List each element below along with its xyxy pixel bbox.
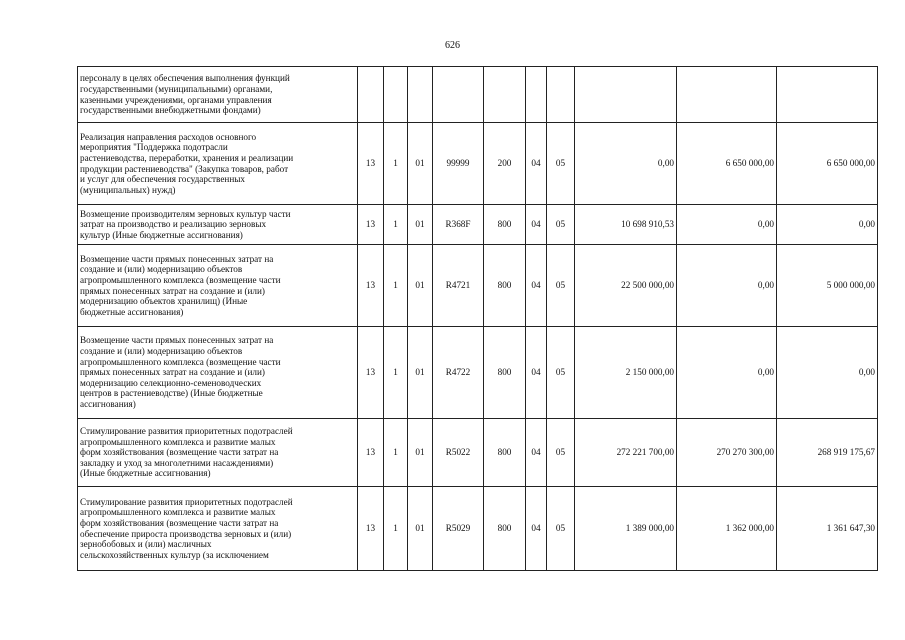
table-row: [78, 245, 878, 327]
description-line: государственными внебюджетными фондами): [80, 105, 261, 116]
description-line: модернизацию селекционно-семеноводческих: [80, 377, 262, 388]
cell-subsection-1: [384, 67, 408, 123]
cell-section-code: 04: [526, 205, 547, 245]
cell-amount-year-1: 272 221 700,00: [575, 419, 677, 487]
table-row: [78, 419, 878, 487]
description-line: Стимулирование развития приоритетных подотраслей: [80, 426, 293, 437]
cell-target-article: [433, 67, 484, 123]
row-description: [78, 123, 358, 205]
description-line: затрат на производство и реализацию зерновых: [80, 219, 267, 230]
cell-section: 13: [358, 245, 384, 327]
cell-expense-type: 800: [484, 327, 526, 419]
cell-expense-type: 200: [484, 123, 526, 205]
cell-target-article: R4721: [433, 245, 484, 327]
cell-amount-year-1: 2 150 000,00: [575, 327, 677, 419]
description-line: форм хозяйствования (возмещение части затрат на: [80, 447, 279, 458]
description-line: прямых понесенных затрат на создание и (или): [80, 367, 265, 378]
cell-amount-year-2: 0,00: [677, 245, 777, 327]
description-line: закладку и уход за многолетними насаждениями): [80, 457, 274, 468]
cell-subsection-2: 01: [408, 327, 433, 419]
description-line: форм хозяйствования (возмещение части затрат на: [80, 517, 279, 528]
cell-section: 13: [358, 123, 384, 205]
description-line: модернизацию объектов хранилищ) (Иные: [80, 296, 248, 307]
cell-subsection-1: 1: [384, 487, 408, 571]
cell-expense-type: 800: [484, 419, 526, 487]
cell-subsection-code: 05: [547, 327, 575, 419]
cell-section: 13: [358, 487, 384, 571]
description-line: создание и (или) модернизацию объектов: [80, 346, 243, 357]
cell-section-code: 04: [526, 487, 547, 571]
cell-amount-year-2: 270 270 300,00: [677, 419, 777, 487]
page-number: 626: [445, 40, 460, 51]
description-line: агропромышленного комплекса и развитие малых: [80, 436, 276, 447]
cell-subsection-code: 05: [547, 123, 575, 205]
cell-section-code: 04: [526, 419, 547, 487]
cell-section: 13: [358, 205, 384, 245]
cell-expense-type: 800: [484, 487, 526, 571]
cell-target-article: 99999: [433, 123, 484, 205]
table-row: [78, 67, 878, 123]
cell-expense-type: 800: [484, 205, 526, 245]
cell-subsection-1: 1: [384, 419, 408, 487]
description-line: агропромышленного комплекса (возмещение части: [80, 356, 281, 367]
description-line: создание и (или) модернизацию объектов: [80, 264, 243, 275]
table-row: [78, 123, 878, 205]
table-row: [78, 487, 878, 571]
description-line: (муниципальных) нужд): [80, 184, 176, 195]
cell-subsection-2: 01: [408, 205, 433, 245]
cell-amount-year-3: 0,00: [777, 205, 878, 245]
cell-subsection-code: 05: [547, 245, 575, 327]
row-description: [78, 67, 358, 123]
cell-amount-year-3: [777, 67, 878, 123]
description-line: Возмещение части прямых понесенных затрат на: [80, 335, 274, 346]
cell-amount-year-1: 10 698 910,53: [575, 205, 677, 245]
description-line: агропромышленного комплекса (возмещение части: [80, 274, 281, 285]
cell-section: 13: [358, 419, 384, 487]
description-line: государственными (муниципальными) органами,: [80, 83, 273, 94]
description-line: персоналу в целях обеспечения выполнения функций: [80, 73, 290, 84]
cell-amount-year-3: 1 361 647,30: [777, 487, 878, 571]
cell-amount-year-3: 5 000 000,00: [777, 245, 878, 327]
budget-table: [77, 66, 878, 571]
row-description: [78, 245, 358, 327]
description-line: казенными учреждениями, органами управления: [80, 94, 272, 105]
cell-section-code: 04: [526, 123, 547, 205]
cell-subsection-2: 01: [408, 123, 433, 205]
cell-subsection-1: 1: [384, 245, 408, 327]
cell-amount-year-1: [575, 67, 677, 123]
cell-section: 13: [358, 327, 384, 419]
description-line: обеспечение прироста производства зерновых и (или): [80, 528, 292, 539]
table-row: [78, 327, 878, 419]
cell-subsection-1: 1: [384, 327, 408, 419]
description-line: культур (Иные бюджетные ассигнования): [80, 229, 243, 240]
cell-target-article: R5022: [433, 419, 484, 487]
cell-amount-year-1: 1 389 000,00: [575, 487, 677, 571]
cell-subsection-code: 05: [547, 419, 575, 487]
cell-section-code: [526, 67, 547, 123]
description-line: сельскохозяйственных культур (за исключением: [80, 549, 269, 560]
description-line: продукции растениеводства" (Закупка товаров, работ: [80, 163, 289, 174]
cell-section-code: 04: [526, 327, 547, 419]
cell-amount-year-2: [677, 67, 777, 123]
cell-expense-type: 800: [484, 245, 526, 327]
cell-amount-year-2: 6 650 000,00: [677, 123, 777, 205]
description-line: Возмещение производителям зерновых культур части: [80, 208, 291, 219]
cell-subsection-1: 1: [384, 123, 408, 205]
description-line: зернобобовых и (или) масличных: [80, 539, 212, 550]
cell-amount-year-2: 0,00: [677, 327, 777, 419]
description-line: и услуг для обеспечения государственных: [80, 174, 245, 185]
cell-amount-year-1: 0,00: [575, 123, 677, 205]
cell-target-article: R368F: [433, 205, 484, 245]
cell-section-code: 04: [526, 245, 547, 327]
description-line: центров в растениеводстве) (Иные бюджетные: [80, 388, 263, 399]
description-line: агропромышленного комплекса и развитие малых: [80, 507, 276, 518]
description-line: бюджетные ассигнования): [80, 306, 184, 317]
cell-subsection-2: 01: [408, 487, 433, 571]
description-line: мероприятия "Поддержка подотрасли: [80, 142, 228, 153]
row-description: [78, 487, 358, 571]
cell-amount-year-2: 1 362 000,00: [677, 487, 777, 571]
row-description: [78, 419, 358, 487]
row-description: [78, 327, 358, 419]
description-line: ассигнования): [80, 398, 136, 409]
table-row: [78, 205, 878, 245]
description-line: (Иные бюджетные ассигнования): [80, 468, 211, 479]
description-line: Стимулирование развития приоритетных подотраслей: [80, 496, 293, 507]
cell-target-article: R4722: [433, 327, 484, 419]
cell-expense-type: [484, 67, 526, 123]
cell-subsection-code: 05: [547, 487, 575, 571]
cell-amount-year-3: 0,00: [777, 327, 878, 419]
cell-target-article: R5029: [433, 487, 484, 571]
cell-subsection-2: [408, 67, 433, 123]
cell-subsection-code: [547, 67, 575, 123]
cell-subsection-2: 01: [408, 245, 433, 327]
cell-amount-year-1: 22 500 000,00: [575, 245, 677, 327]
table-body: [78, 67, 878, 571]
description-line: растениеводства, переработки, хранения и реализации: [80, 152, 294, 163]
cell-subsection-2: 01: [408, 419, 433, 487]
description-line: Возмещение части прямых понесенных затрат на: [80, 253, 274, 264]
row-description: [78, 205, 358, 245]
cell-subsection-code: 05: [547, 205, 575, 245]
cell-amount-year-3: 268 919 175,67: [777, 419, 878, 487]
cell-subsection-1: 1: [384, 205, 408, 245]
cell-section: [358, 67, 384, 123]
description-line: Реализация направления расходов основного: [80, 131, 257, 142]
cell-amount-year-2: 0,00: [677, 205, 777, 245]
cell-amount-year-3: 6 650 000,00: [777, 123, 878, 205]
description-line: прямых понесенных затрат на создание и (или): [80, 285, 265, 296]
